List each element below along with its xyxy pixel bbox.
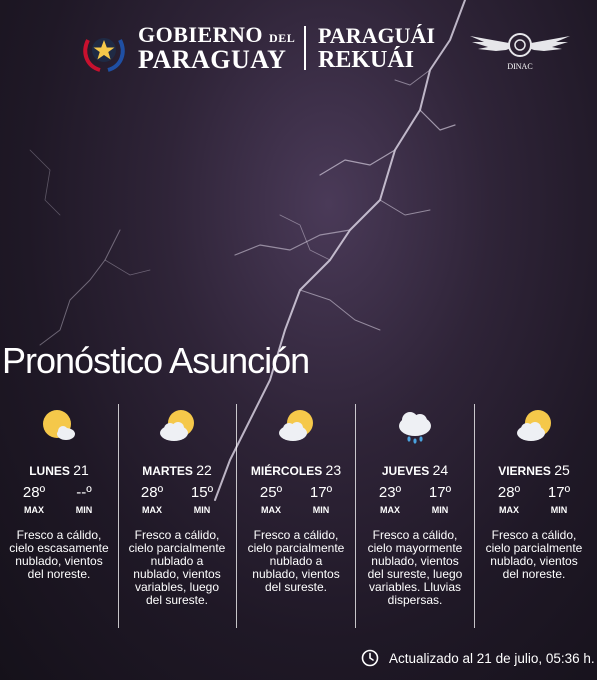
min-temp: 17º	[309, 484, 333, 501]
updated-text: Actualizado al 21 de julio, 05:36 h.	[389, 650, 595, 666]
forecast-day-thursday	[356, 404, 475, 628]
page-title: Pronóstico Asunción	[2, 340, 310, 381]
rain-cloud-icon	[395, 406, 435, 446]
slogan-wordmark	[318, 24, 435, 72]
min-label: MIN	[193, 505, 211, 515]
day-name: MARTES 22	[142, 462, 212, 478]
day-name: VIERNES 25	[498, 462, 570, 478]
min-label: MIN	[75, 505, 93, 515]
min-temp: --º	[76, 484, 92, 501]
slogan-line1: PARAGUÁI	[318, 23, 435, 48]
min-label: MIN	[550, 505, 568, 515]
forecast-description: Fresco a cálido, cielo parcialmente nublado a nublado, vientos variables, luego del sureste.	[128, 528, 226, 607]
gov-line2: PARAGUAY	[138, 45, 287, 74]
forecast-description: Fresco a cálido, cielo parcialmente nublado a nublado, vientos del sureste.	[247, 528, 345, 594]
max-label: MAX	[24, 505, 44, 515]
forecast-description: Fresco a cálido, cielo mayormente nublado, vientos del sureste, luego variables. Lluvias dispersas.	[367, 528, 463, 607]
dinac-logo	[466, 28, 574, 74]
max-label: MAX	[380, 505, 400, 515]
sun-cloud-icon	[39, 406, 79, 446]
clock-icon	[361, 649, 379, 667]
max-label: MAX	[261, 505, 281, 515]
gov-line1-small: DEL	[269, 31, 296, 45]
min-label: MIN	[431, 505, 449, 515]
max-temp: 28º	[140, 484, 164, 501]
gov-line1: GOBIERNO	[138, 22, 264, 47]
last-updated	[361, 649, 595, 667]
forecast-row	[0, 404, 597, 630]
min-temp: 15º	[190, 484, 214, 501]
day-name: JUEVES 24	[381, 462, 449, 478]
forecast-day-wednesday	[237, 404, 356, 628]
header-divider	[304, 26, 306, 70]
site-header	[0, 0, 597, 95]
max-label: MAX	[142, 505, 162, 515]
partly-cloudy-icon	[276, 406, 316, 446]
max-temp: 25º	[259, 484, 283, 501]
min-label: MIN	[312, 505, 330, 515]
forecast-day-monday	[0, 404, 119, 628]
day-name: MIÉRCOLES 23	[250, 462, 342, 478]
min-temp: 17º	[428, 484, 452, 501]
winged-emblem-icon	[466, 28, 574, 62]
forecast-description: Fresco a cálido, cielo escasamente nublado, vientos del noreste.	[9, 528, 109, 581]
day-name: LUNES 21	[29, 462, 89, 478]
max-temp: 28º	[497, 484, 521, 501]
slogan-line2: REKUÁI	[318, 47, 415, 73]
government-seal-logo	[80, 26, 128, 74]
government-wordmark	[138, 22, 296, 74]
dinac-label: DINAC	[507, 62, 533, 71]
forecast-description: Fresco a cálido, cielo parcialmente nublado, vientos del noreste.	[485, 528, 583, 581]
forecast-day-tuesday	[118, 404, 237, 628]
min-temp: 17º	[547, 484, 571, 501]
max-temp: 23º	[378, 484, 402, 501]
max-temp: 28º	[22, 484, 46, 501]
forecast-day-friday	[475, 404, 593, 628]
partly-cloudy-icon	[157, 406, 197, 446]
max-label: MAX	[499, 505, 519, 515]
partly-cloudy-icon	[514, 406, 554, 446]
